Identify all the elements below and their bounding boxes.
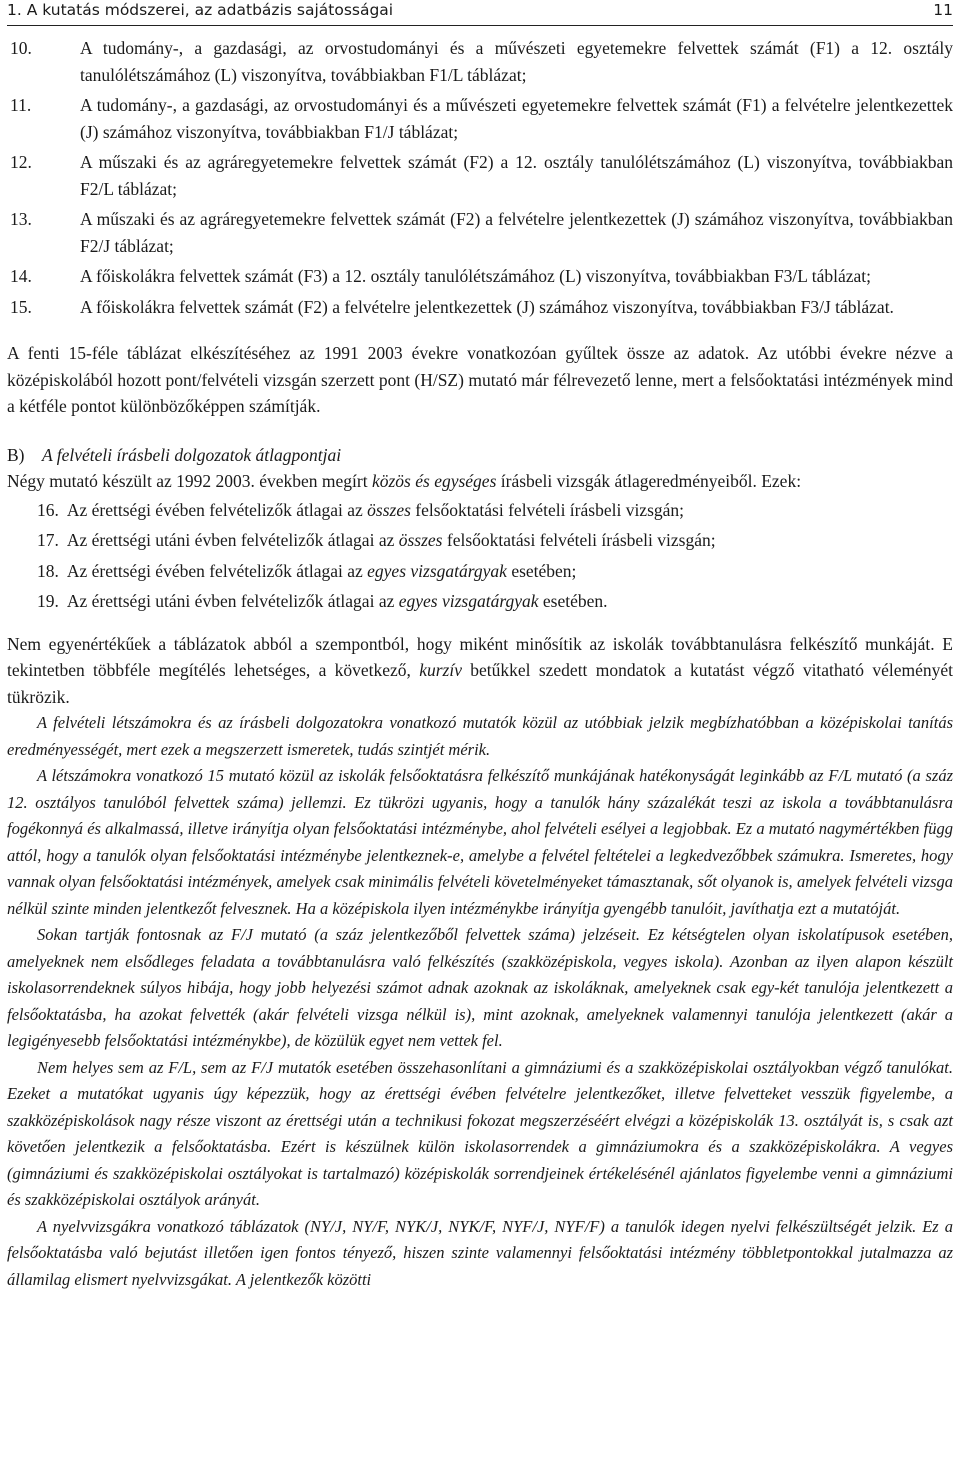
chapter-title: 1. A kutatás módszerei, az adatbázis sajátosságai [7,1,394,19]
list-italic: egyes vizsgatárgyak [398,591,539,611]
list-item [7,92,953,145]
list-text: Az érettségi évében felvételizők átlagai az [66,560,368,581]
table-list-b [7,497,953,615]
italic-paragraph: Sokan tartják fontosnak az F/J mutató (a száz jelentkezőből felvettek száma) jelzéseit. Ez kétségtelen olyan iskolatípusok esetében, amelyeknek nem elsődleges feladata a továbbtanulásra való felkészítés (szakközépiskola, vegyes iskola). Azonban az ilyen alapon készült iskolasorrendeknek súlyos hibája, hogy jobb helyezési számot adnak azoknak az iskoláknak, amelyeknek csak egy-két tanulója jelentkezett a felsőoktatásba, ha azokat felvették (akár felvételi vizsga nélkül is), mint azoknak, amelyeknek valamennyi tanulója jelentkezett (akár a legigényesebb felsőoktatási intézménykbe), de közülük egyet nem vettek fel. [7,925,953,1050]
list-item [7,294,953,321]
list-number: 12. [10,152,32,172]
list-number: 19. [37,591,59,611]
list-italic: egyes vizsgatárgyak [367,560,507,581]
section-label: B) [7,444,25,465]
section-b-heading [7,442,953,469]
list-text: A tudomány-, a gazdasági, az orvostudományi és a művészeti egyetemekre felvettek számát (F1) a 12. osztály tanulólétszámához (L) viszonyítva, továbbiakban F1/L táblázat; [80,38,953,85]
list-text-end: esetében. [538,591,608,611]
italic-paragraph: A nyelvvizsgákra vonatkozó táblázatok (NY/J, NY/F, NYK/J, NYK/F, NYF/J, NYF/F) a tanulók idegen nyelvi felkészültségét jelzik. Ez a felsőoktatásba való bejutást illetően igen fontos tényező, hiszen szinte valamennyi felsőoktatási intézmény többletpontokkal jutalmazza az államilag elismert nyelvvizsgákat. A jelentkezők közötti [7,1216,953,1289]
list-number: 14. [10,266,32,286]
list-text-end: felsőoktatási felvételi írásbeli vizsgán; [410,499,685,520]
list-text-end: felsőoktatási felvételi írásbeli vizsgán; [442,530,716,550]
list-item [7,35,953,88]
intro-italic: közös és egységes [371,471,497,491]
list-number: 11. [10,95,32,115]
paragraph-text: Nem egyenértékűek a táblázatok abból a szempontból, hogy miként minősítik az iskolák továbbtanulásra felkészítő munkáját. E tekintetben többféle megítélés lehetséges, a következő, [7,633,953,680]
list-text: A műszaki és az agráregyetemekre felvettek számát (F2) a 12. osztály tanulólétszámához (L) viszonyítva, továbbiakban F2/L táblázat; [80,152,953,199]
italic-paragraph: A létszámokra vonatkozó 15 mutató közül az iskolák felsőoktatásra felkészítő munkájának hatékonyságát leginkább az F/L mutató (a száz 12. osztályos tanulóból felvettek száma) jellemzi. Ez tükrözi ugyanis, hogy a tanulók hány százalékát teszi az iskola a továbbtanulásra fogékonnyá és alkalmassá, illetve irányítja olyan felsőoktatási intézménybe, ahol felvételi esélyei a legjobbak. Ez a mutató nagymértékben függ attól, hogy a tanulók olyan felsőoktatási intézménybe jelentkeznek-e, amelybe a felvétel feltételei a legkedvezőbbek számukra. Ismeretes, hogy vannak olyan felsőoktatási intézmények, amelyek csak minimális felvételi követelményeket támasztanak, sőt olyanok is, amelyek felvételi vizsga nélkül szinte minden jelentkezőt felvesznek. Ha a középiskola ilyen intézménykbe irányítja gyengébb tanulóit, javíthatja ezt a mutatóját. [7,766,953,918]
list-text-end: esetében; [506,560,577,581]
table-list-a [7,35,953,320]
italic-paragraph: A felvételi létszámokra és az írásbeli dolgozatokra vonatkozó mutatók közül az utóbbiak jelzik megbízhatóbban a középiskolai tanítás eredményességét, mert ezek a megszerzett ismeretek, tudás szintjét mérik. [7,713,953,759]
section-title: A felvételi írásbeli dolgozatok átlagpontjai [42,444,342,465]
list-number: 18. [37,560,59,581]
running-header [7,0,953,23]
list-text: A főiskolákra felvettek számát (F3) a 12. osztály tanulólétszámához (L) viszonyítva, továbbiakban F3/L táblázat; [80,266,871,286]
list-item [7,497,953,524]
list-text: A főiskolákra felvettek számát (F2) a felvételre jelentkezettek (J) számához viszonyítva, továbbiakban F3/J táblázat. [80,296,894,317]
list-italic: összes [367,499,411,520]
intro-text-end: írásbeli vizsgák átlageredményeiből. Ezek: [496,471,802,491]
list-text: Az érettségi utáni évben felvételizők átlagai az [66,530,399,550]
italic-paragraph: Nem helyes sem az F/L, sem az F/J mutatók esetében összehasonlítani a gimnáziumi és a szakközépiskolai osztályokban végző tanulókat. Ezeket a mutatókat ugyanis úgy képezzük, hogy az érettségi évében felvételre jelentkezőket, illetve felvetteket vesszük figyelembe, a szakközépiskolások nagy része viszont az érettségi után a technikusi fokozat megszerzéséért elvégzi a középiskolák 13. osztályát is, s csak azt követően jelentkezik a felsőoktatásba. Ezért is készülnek külön iskolasorrendek a gimnáziumokra és a szakközépiskolákra. A vegyes (gimnáziumi és szakközépiskolai osztályokat is tartalmazó) középiskolák sorrendjeinek értékelésénél ajánlatos figyelembe venni a gimnáziumi és szakközépiskolai osztályok arányát. [7,1057,953,1209]
section-b-intro [7,468,953,495]
list-number: 13. [10,209,32,229]
list-text: Az érettségi utáni évben felvételizők átlagai az [66,591,399,611]
list-number: 10. [10,38,32,58]
list-item [7,588,953,615]
list-number: 16. [37,499,59,520]
list-item [7,527,953,554]
list-number: 17. [37,530,59,550]
list-item [7,206,953,259]
paragraph-text-end: betűkkel szedett mondatok a kutatást végző vitatható véleményét tükrözik. [7,660,953,707]
list-text: A műszaki és az agráregyetemekre felvettek számát (F2) a felvételre jelentkezettek (J) számához viszonyítva, továbbiakban F2/J táblázat; [80,209,953,256]
list-number: 15. [10,296,32,317]
list-item [7,558,953,585]
list-text: Az érettségi évében felvételizők átlagai az [66,499,368,520]
header-rule [7,25,953,26]
paragraph-italic: kurzív [419,660,462,680]
list-item [7,263,953,290]
page-number: 11 [933,1,953,19]
intro-text: Négy mutató készült az 1992 2003. években megírt [7,471,372,491]
list-text: A tudomány-, a gazdasági, az orvostudományi és a művészeti egyetemekre felvettek számát (F1) a felvételre jelentkezettek (J) számához viszonyítva, továbbiakban F1/J táblázat; [80,95,953,142]
paragraph-tables-summary: A fenti 15-féle táblázat elkészítéséhez az 1991 2003 évekre vonatkozóan gyűltek össze az adatok. Az utóbbi évekre nézve a középiskolából hozott pont/felvételi vizsgán szerzett pont (H/SZ) mutató már félrevezető lenne, mert a felsőoktatási intézmények mind a kétféle pontot különbözőképpen számítják. [7,343,953,416]
paragraph-evaluation [7,631,953,711]
list-italic: összes [398,530,443,550]
list-item [7,149,953,202]
